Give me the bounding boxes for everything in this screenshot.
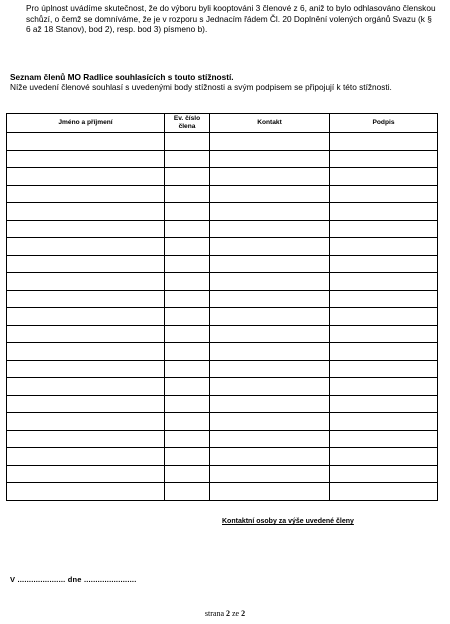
signature-cell xyxy=(330,448,438,466)
contact-cell xyxy=(210,290,330,308)
signature-cell xyxy=(330,238,438,256)
member-number-cell xyxy=(165,203,210,221)
member-number-cell xyxy=(165,290,210,308)
contact-cell xyxy=(210,168,330,186)
contact-cell xyxy=(210,203,330,221)
name-cell xyxy=(7,220,165,238)
contact-cell xyxy=(210,360,330,378)
name-cell xyxy=(7,360,165,378)
member-number-cell xyxy=(165,168,210,186)
column-header-signature: Podpis xyxy=(330,114,438,133)
contact-cell xyxy=(210,378,330,396)
member-number-cell xyxy=(165,413,210,431)
members-heading: Seznam členů MO Radlice souhlasících s touto stížností. xyxy=(10,72,234,82)
members-subtext: Níže uvedení členové souhlasí s uvedenými body stížnosti a svým podpisem se připojují k této stížnosti. xyxy=(10,82,392,92)
table-row xyxy=(7,430,438,448)
table-row xyxy=(7,133,438,151)
table-row xyxy=(7,395,438,413)
signature-cell xyxy=(330,465,438,483)
table-row xyxy=(7,290,438,308)
name-cell xyxy=(7,238,165,256)
footer-page-number: 2 xyxy=(226,609,230,618)
contact-cell xyxy=(210,448,330,466)
member-number-cell xyxy=(165,238,210,256)
contact-cell xyxy=(210,430,330,448)
member-number-cell xyxy=(165,465,210,483)
name-cell xyxy=(7,273,165,291)
footer-prefix: strana xyxy=(204,609,226,618)
signature-cell xyxy=(330,413,438,431)
contact-cell xyxy=(210,413,330,431)
table-row xyxy=(7,308,438,326)
table-row xyxy=(7,483,438,501)
name-cell xyxy=(7,133,165,151)
contact-cell xyxy=(210,343,330,361)
members-table xyxy=(6,113,438,501)
table-row xyxy=(7,203,438,221)
member-number-cell xyxy=(165,308,210,326)
member-number-cell xyxy=(165,273,210,291)
name-cell xyxy=(7,290,165,308)
table-row xyxy=(7,238,438,256)
name-cell xyxy=(7,448,165,466)
contact-cell xyxy=(210,308,330,326)
contact-cell xyxy=(210,465,330,483)
signature-cell xyxy=(330,255,438,273)
name-cell xyxy=(7,325,165,343)
column-header-name: Jméno a příjmení xyxy=(7,114,165,133)
name-cell xyxy=(7,465,165,483)
table-row xyxy=(7,465,438,483)
signature-cell xyxy=(330,395,438,413)
member-number-cell xyxy=(165,325,210,343)
column-header-member-number: Ev. číslo člena xyxy=(165,114,210,133)
table-row xyxy=(7,168,438,186)
footer-middle: ze xyxy=(230,609,242,618)
table-row xyxy=(7,413,438,431)
name-cell xyxy=(7,308,165,326)
signature-cell xyxy=(330,150,438,168)
member-number-cell xyxy=(165,255,210,273)
name-cell xyxy=(7,150,165,168)
signature-cell xyxy=(330,308,438,326)
member-number-cell xyxy=(165,430,210,448)
contact-cell xyxy=(210,255,330,273)
signature-cell xyxy=(330,273,438,291)
member-number-cell xyxy=(165,448,210,466)
member-number-cell xyxy=(165,360,210,378)
table-row xyxy=(7,343,438,361)
place-date-line: V ..................... dne ....................... xyxy=(10,575,137,584)
member-number-cell xyxy=(165,150,210,168)
contact-cell xyxy=(210,185,330,203)
name-cell xyxy=(7,343,165,361)
contact-cell xyxy=(210,395,330,413)
contact-cell xyxy=(210,133,330,151)
contact-cell xyxy=(210,238,330,256)
contact-cell xyxy=(210,273,330,291)
signature-cell xyxy=(330,360,438,378)
intro-paragraph: Pro úplnost uvádíme skutečnost, že do výboru byli kooptováni 3 členové z 6, aniž to bylo odhlasováno členskou schůzí, o čemž se domníváme, že je v rozporu s Jednacím řádem Čl. 20 Doplnění volených orgánů Svazu (k § 6 až 18 Stanov), bod 2), resp. bod 3) písmeno b). xyxy=(26,3,436,35)
member-number-cell xyxy=(165,343,210,361)
name-cell xyxy=(7,430,165,448)
contact-cell xyxy=(210,220,330,238)
table-row xyxy=(7,325,438,343)
contact-cell xyxy=(210,150,330,168)
contact-cell xyxy=(210,325,330,343)
signature-cell xyxy=(330,168,438,186)
signature-cell xyxy=(330,220,438,238)
table-row xyxy=(7,150,438,168)
table-row xyxy=(7,360,438,378)
member-number-cell xyxy=(165,220,210,238)
signature-cell xyxy=(330,378,438,396)
table-row xyxy=(7,448,438,466)
table-row xyxy=(7,220,438,238)
signature-cell xyxy=(330,133,438,151)
member-number-cell xyxy=(165,378,210,396)
contacts-label: Kontaktní osoby za výše uvedené členy xyxy=(222,518,354,525)
signature-cell xyxy=(330,483,438,501)
name-cell xyxy=(7,483,165,501)
name-cell xyxy=(7,413,165,431)
signature-cell xyxy=(330,343,438,361)
member-number-cell xyxy=(165,395,210,413)
member-number-cell xyxy=(165,483,210,501)
table-row xyxy=(7,378,438,396)
page-footer xyxy=(0,609,450,618)
table-row xyxy=(7,255,438,273)
members-table-body xyxy=(7,133,438,501)
contact-cell xyxy=(210,483,330,501)
signature-cell xyxy=(330,325,438,343)
name-cell xyxy=(7,255,165,273)
column-header-contact: Kontakt xyxy=(210,114,330,133)
signature-cell xyxy=(330,203,438,221)
member-number-cell xyxy=(165,133,210,151)
name-cell xyxy=(7,185,165,203)
signature-cell xyxy=(330,185,438,203)
member-number-cell xyxy=(165,185,210,203)
footer-page-total: 2 xyxy=(241,609,246,618)
signature-cell xyxy=(330,430,438,448)
table-row xyxy=(7,273,438,291)
name-cell xyxy=(7,378,165,396)
name-cell xyxy=(7,168,165,186)
signature-cell xyxy=(330,290,438,308)
name-cell xyxy=(7,203,165,221)
table-header-row xyxy=(7,114,438,133)
table-row xyxy=(7,185,438,203)
name-cell xyxy=(7,395,165,413)
